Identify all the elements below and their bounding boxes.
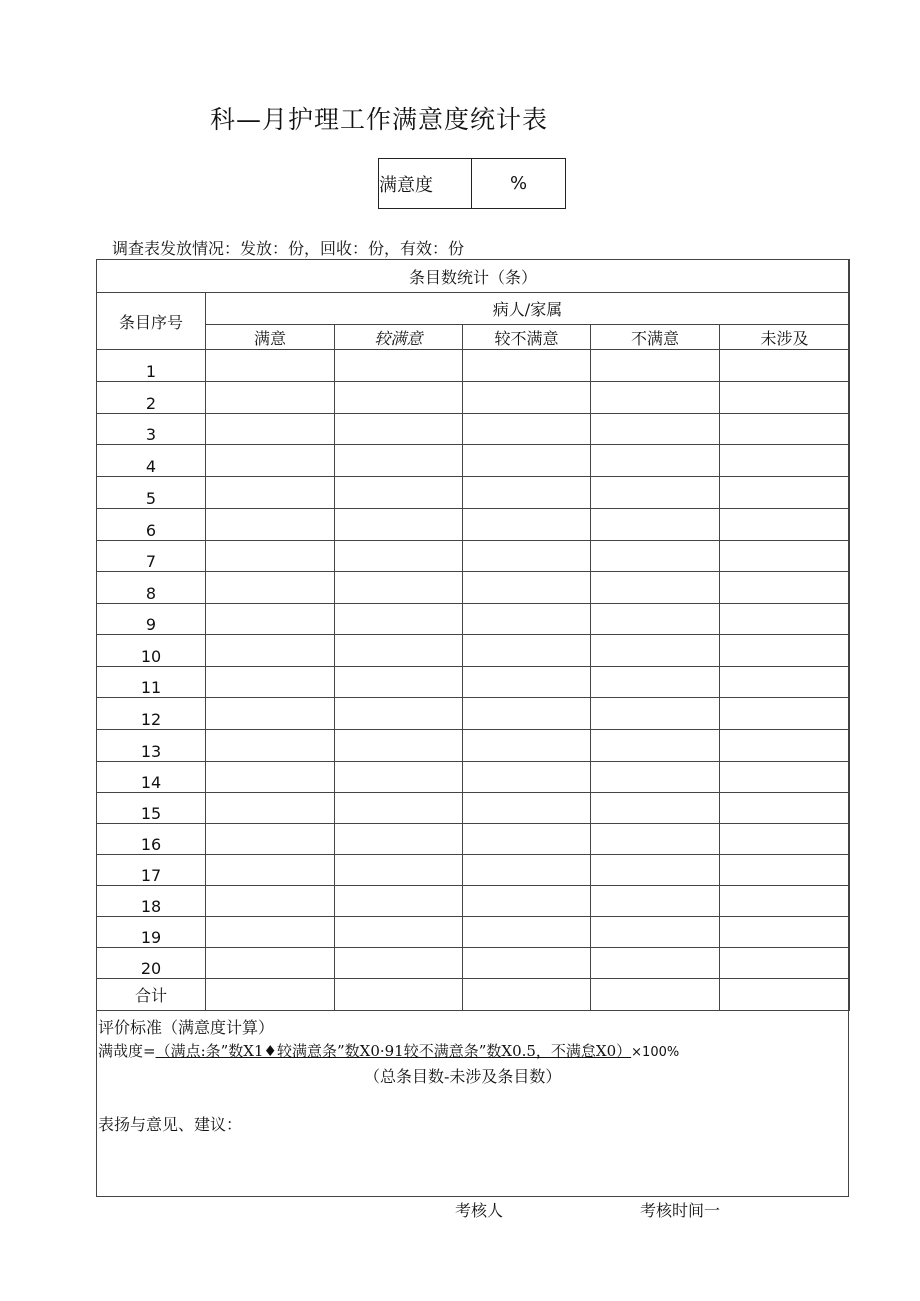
entry-cell[interactable] [591,445,720,477]
table-row [97,382,850,414]
entry-cell[interactable] [591,762,720,793]
table-caption: 条目数统计（条） [97,260,850,293]
entry-cell[interactable] [335,793,463,824]
entry-cell[interactable] [206,477,335,509]
row-number: 3 [97,414,206,445]
formula-suffix: ×100% [631,1045,680,1060]
entry-cell[interactable] [720,604,850,635]
column-header: 未涉及 [720,325,850,350]
row-number: 9 [97,604,206,635]
entry-cell[interactable] [206,667,335,698]
table-row [97,635,850,667]
row-number: 5 [97,477,206,509]
entry-cell[interactable] [463,698,591,730]
row-number: 14 [97,762,206,793]
entry-cell[interactable] [335,886,463,917]
row-number: 11 [97,667,206,698]
entry-cell[interactable] [206,509,335,541]
entry-cell[interactable] [206,350,335,382]
entry-cell[interactable] [463,855,591,886]
satisfaction-label: 满意度 [379,159,472,208]
satisfaction-box [378,158,566,209]
row-number: 2 [97,382,206,414]
entry-cell[interactable] [335,948,463,979]
entry-cell[interactable] [720,793,850,824]
entry-cell[interactable] [591,541,720,572]
table-row [97,572,850,604]
satisfaction-value[interactable]: % [509,173,528,194]
entry-cell[interactable] [720,635,850,667]
table-row [97,477,850,509]
entry-cell[interactable] [463,541,591,572]
entry-cell[interactable] [335,350,463,382]
page-title: 科—月护理工作满意度统计表 [210,105,549,134]
row-number: 12 [97,698,206,730]
entry-cell[interactable] [463,667,591,698]
entry-cell[interactable] [720,886,850,917]
row-number: 19 [97,917,206,948]
entry-cell[interactable] [206,855,335,886]
entry-cell[interactable] [591,604,720,635]
entry-cell[interactable] [335,445,463,477]
column-header: 满意 [206,325,335,350]
formula-denominator: （总条目数-未涉及条目数） [364,1067,562,1086]
total-cell[interactable] [720,979,850,1011]
entry-cell[interactable] [463,414,591,445]
row-number: 1 [97,350,206,382]
satisfaction-formula [98,1040,679,1061]
entry-cell[interactable] [463,824,591,855]
column-header: 较不满意 [463,325,591,350]
entry-cell[interactable] [591,948,720,979]
entry-cell[interactable] [463,445,591,477]
entry-cell[interactable] [720,667,850,698]
entry-cell[interactable] [335,824,463,855]
entry-cell[interactable] [206,948,335,979]
entry-cell[interactable] [335,855,463,886]
entry-cell[interactable] [591,572,720,604]
comments-label: 表扬与意见、建议： [98,1115,243,1134]
entry-cell[interactable] [720,509,850,541]
entry-cell[interactable] [206,541,335,572]
entry-cell[interactable] [463,917,591,948]
row-number: 18 [97,886,206,917]
entry-cell[interactable] [206,414,335,445]
row-number: 7 [97,541,206,572]
entry-cell[interactable] [591,350,720,382]
table-row [97,948,850,979]
table-row [97,604,850,635]
entry-cell[interactable] [463,350,591,382]
entry-cell[interactable] [335,414,463,445]
entry-cell[interactable] [720,414,850,445]
entry-cell[interactable] [591,793,720,824]
table-row [97,445,850,477]
entry-cell[interactable] [335,604,463,635]
entry-cell[interactable] [463,948,591,979]
table-row [97,762,850,793]
entry-cell[interactable] [591,509,720,541]
entry-cell[interactable] [206,824,335,855]
column-header: 不满意 [591,325,720,350]
entry-cell[interactable] [463,604,591,635]
entry-cell[interactable] [591,635,720,667]
table-row [97,541,850,572]
table-row [97,824,850,855]
entry-cell[interactable] [720,477,850,509]
entry-cell[interactable] [720,855,850,886]
table-row [97,509,850,541]
criteria-section [96,1011,849,1197]
total-label: 合计 [97,979,206,1011]
criteria-heading: 评价标准（满意度计算） [98,1018,275,1037]
entry-cell[interactable] [463,730,591,762]
entry-cell[interactable] [335,572,463,604]
table-row [97,698,850,730]
entry-cell[interactable] [591,730,720,762]
entry-cell[interactable] [206,730,335,762]
entry-cell[interactable] [463,762,591,793]
row-number: 17 [97,855,206,886]
entry-cell[interactable] [591,855,720,886]
total-row [97,979,850,1011]
entry-cell[interactable] [335,730,463,762]
entry-cell[interactable] [335,509,463,541]
row-number: 20 [97,948,206,979]
entry-cell[interactable] [335,667,463,698]
entry-cell[interactable] [335,477,463,509]
entry-cell[interactable] [591,886,720,917]
formula-numerator: （满点:条”数X1♦较满意条”数X0·91较不满意条”数X0.5，不满怠X0） [155,1042,632,1060]
entry-cell[interactable] [335,382,463,414]
entry-cell[interactable] [206,635,335,667]
entry-cell[interactable] [206,917,335,948]
reviewer-label: 考核人 [455,1201,504,1220]
table-row [97,667,850,698]
entry-cell[interactable] [591,667,720,698]
stats-table [96,259,850,1011]
distribution-info: 调查表发放情况：发放：份，回收：份，有效：份 [112,239,465,258]
entry-cell[interactable] [463,572,591,604]
entry-cell[interactable] [463,382,591,414]
entry-cell[interactable] [206,572,335,604]
entry-cell[interactable] [720,572,850,604]
entry-cell[interactable] [463,635,591,667]
entry-cell[interactable] [720,445,850,477]
formula-prefix: 满哉度= [98,1042,156,1060]
entry-cell[interactable] [206,698,335,730]
entry-cell[interactable] [335,635,463,667]
entry-cell[interactable] [591,917,720,948]
entry-cell[interactable] [206,886,335,917]
entry-cell[interactable] [463,509,591,541]
group-header: 病人/家属 [206,293,850,325]
entry-cell[interactable] [591,824,720,855]
entry-cell[interactable] [720,762,850,793]
table-row [97,414,850,445]
row-number: 6 [97,509,206,541]
table-row [97,350,850,382]
entry-cell[interactable] [335,698,463,730]
total-cell[interactable] [335,979,463,1011]
row-number: 10 [97,635,206,667]
row-number: 4 [97,445,206,477]
row-number-header: 条目序号 [97,293,206,350]
table-row [97,730,850,762]
entry-cell[interactable] [206,604,335,635]
entry-cell[interactable] [206,445,335,477]
total-cell[interactable] [463,979,591,1011]
entry-cell[interactable] [206,762,335,793]
table-row [97,793,850,824]
entry-cell[interactable] [720,948,850,979]
entry-cell[interactable] [206,382,335,414]
entry-cell[interactable] [335,541,463,572]
entry-cell[interactable] [720,824,850,855]
table-row [97,917,850,948]
review-time-label: 考核时间一 [640,1201,721,1220]
entry-cell[interactable] [335,762,463,793]
table-row [97,886,850,917]
entry-cell[interactable] [720,698,850,730]
entry-cell[interactable] [335,917,463,948]
entry-cell[interactable] [206,793,335,824]
entry-cell[interactable] [720,917,850,948]
table-row [97,855,850,886]
entry-cell[interactable] [463,886,591,917]
entry-cell[interactable] [591,477,720,509]
column-header: 较满意 [335,325,463,350]
total-cell[interactable] [206,979,335,1011]
row-number: 8 [97,572,206,604]
entry-cell[interactable] [591,698,720,730]
row-number: 16 [97,824,206,855]
entry-cell[interactable] [720,541,850,572]
row-number: 15 [97,793,206,824]
entry-cell[interactable] [720,730,850,762]
total-cell[interactable] [591,979,720,1011]
entry-cell[interactable] [463,477,591,509]
entry-cell[interactable] [591,382,720,414]
entry-cell[interactable] [591,414,720,445]
entry-cell[interactable] [463,793,591,824]
entry-cell[interactable] [720,382,850,414]
row-number: 13 [97,730,206,762]
entry-cell[interactable] [720,350,850,382]
